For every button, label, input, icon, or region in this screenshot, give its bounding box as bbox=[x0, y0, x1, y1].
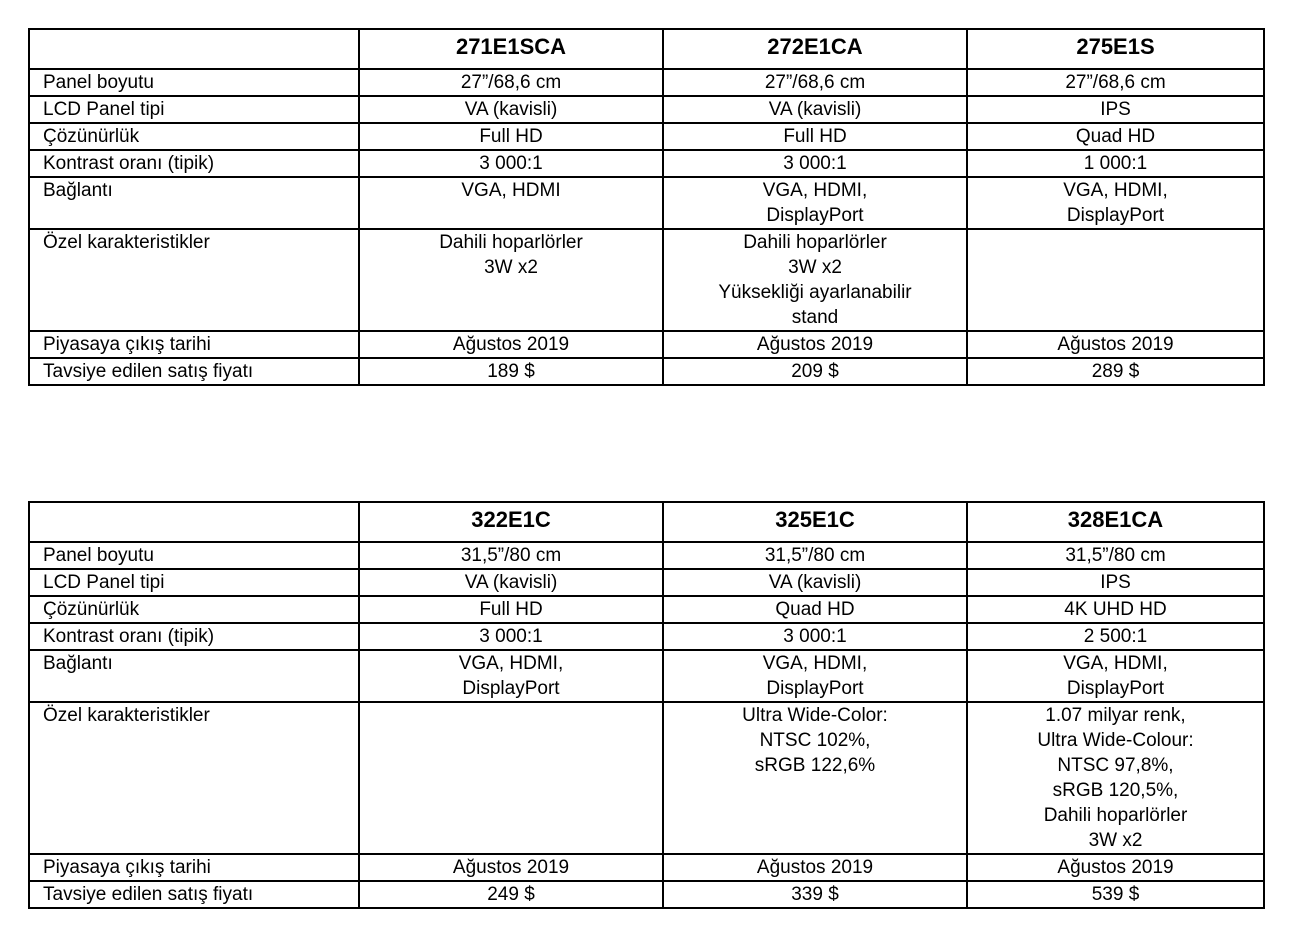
spec-cell: Full HD bbox=[359, 596, 663, 623]
spec-cell: 3 000:1 bbox=[663, 150, 967, 177]
spec-cell: 27”/68,6 cm bbox=[359, 69, 663, 96]
spec-cell: 1 000:1 bbox=[967, 150, 1264, 177]
spec-cell: 3 000:1 bbox=[359, 150, 663, 177]
spec-cell: Quad HD bbox=[967, 123, 1264, 150]
spec-cell: 539 $ bbox=[967, 881, 1264, 908]
spec-cell: 2 500:1 bbox=[967, 623, 1264, 650]
spec-cell: Dahili hoparlörler 3W x2 bbox=[359, 229, 663, 331]
spec-cell: VA (kavisli) bbox=[663, 569, 967, 596]
spec-cell: VA (kavisli) bbox=[359, 96, 663, 123]
row-label: Kontrast oranı (tipik) bbox=[29, 623, 359, 650]
table-row bbox=[29, 854, 1264, 881]
spec-cell: 209 $ bbox=[663, 358, 967, 385]
spec-cell: Ağustos 2019 bbox=[967, 854, 1264, 881]
table-row bbox=[29, 358, 1264, 385]
model-header: 271E1SCA bbox=[359, 29, 663, 69]
spec-cell: 1.07 milyar renk, Ultra Wide-Colour: NTSC 97,8%, sRGB 120,5%, Dahili hoparlörler 3W x2 bbox=[967, 702, 1264, 854]
row-label: Tavsiye edilen satış fiyatı bbox=[29, 358, 359, 385]
table-row bbox=[29, 96, 1264, 123]
model-header: 325E1C bbox=[663, 502, 967, 542]
table-row bbox=[29, 229, 1264, 331]
model-header: 322E1C bbox=[359, 502, 663, 542]
header-row bbox=[29, 29, 1264, 69]
row-label: Panel boyutu bbox=[29, 542, 359, 569]
spec-cell: 31,5”/80 cm bbox=[967, 542, 1264, 569]
row-label: Tavsiye edilen satış fiyatı bbox=[29, 881, 359, 908]
spec-cell: 27”/68,6 cm bbox=[967, 69, 1264, 96]
row-label: Özel karakteristikler bbox=[29, 229, 359, 331]
spec-cell: 289 $ bbox=[967, 358, 1264, 385]
table-row bbox=[29, 331, 1264, 358]
table-row bbox=[29, 150, 1264, 177]
spec-cell: 3 000:1 bbox=[359, 623, 663, 650]
row-label: LCD Panel tipi bbox=[29, 96, 359, 123]
row-label: Çözünürlük bbox=[29, 596, 359, 623]
spec-cell bbox=[359, 702, 663, 854]
spec-cell: VA (kavisli) bbox=[359, 569, 663, 596]
row-label: Piyasaya çıkış tarihi bbox=[29, 854, 359, 881]
spec-cell: Ağustos 2019 bbox=[663, 854, 967, 881]
row-label: Bağlantı bbox=[29, 177, 359, 229]
spec-cell: Quad HD bbox=[663, 596, 967, 623]
table-row bbox=[29, 177, 1264, 229]
spec-cell: Ağustos 2019 bbox=[359, 854, 663, 881]
spec-cell: Full HD bbox=[359, 123, 663, 150]
row-label: Panel boyutu bbox=[29, 69, 359, 96]
row-label: Piyasaya çıkış tarihi bbox=[29, 331, 359, 358]
model-header: 272E1CA bbox=[663, 29, 967, 69]
row-label: Çözünürlük bbox=[29, 123, 359, 150]
model-header: 328E1CA bbox=[967, 502, 1264, 542]
table-row bbox=[29, 623, 1264, 650]
model-header: 275E1S bbox=[967, 29, 1264, 69]
row-label: Kontrast oranı (tipik) bbox=[29, 150, 359, 177]
spec-table-1 bbox=[28, 28, 1265, 386]
spec-cell: Dahili hoparlörler 3W x2 Yüksekliği ayarlanabilir stand bbox=[663, 229, 967, 331]
spec-cell: Ağustos 2019 bbox=[359, 331, 663, 358]
header-row bbox=[29, 502, 1264, 542]
row-label: LCD Panel tipi bbox=[29, 569, 359, 596]
spec-cell: VGA, HDMI, DisplayPort bbox=[663, 177, 967, 229]
table-row bbox=[29, 542, 1264, 569]
row-label: Özel karakteristikler bbox=[29, 702, 359, 854]
spec-cell: Full HD bbox=[663, 123, 967, 150]
spec-cell: IPS bbox=[967, 96, 1264, 123]
table-row bbox=[29, 596, 1264, 623]
table-row bbox=[29, 702, 1264, 854]
spec-table-2 bbox=[28, 501, 1265, 909]
spec-cell: 339 $ bbox=[663, 881, 967, 908]
spec-cell: 31,5”/80 cm bbox=[359, 542, 663, 569]
spec-cell: 189 $ bbox=[359, 358, 663, 385]
spec-cell: VGA, HDMI bbox=[359, 177, 663, 229]
table-row bbox=[29, 569, 1264, 596]
header-empty-cell bbox=[29, 502, 359, 542]
table-row bbox=[29, 650, 1264, 702]
spec-cell: 3 000:1 bbox=[663, 623, 967, 650]
spec-cell bbox=[967, 229, 1264, 331]
table-row bbox=[29, 69, 1264, 96]
spec-cell: Ağustos 2019 bbox=[663, 331, 967, 358]
spec-cell: 4K UHD HD bbox=[967, 596, 1264, 623]
row-label: Bağlantı bbox=[29, 650, 359, 702]
spec-cell: Ağustos 2019 bbox=[967, 331, 1264, 358]
header-empty-cell bbox=[29, 29, 359, 69]
spec-cell: 249 $ bbox=[359, 881, 663, 908]
spec-cell: VGA, HDMI, DisplayPort bbox=[967, 177, 1264, 229]
spec-cell: 31,5”/80 cm bbox=[663, 542, 967, 569]
spec-cell: VGA, HDMI, DisplayPort bbox=[967, 650, 1264, 702]
spec-cell: IPS bbox=[967, 569, 1264, 596]
spec-cell: 27”/68,6 cm bbox=[663, 69, 967, 96]
table-row bbox=[29, 123, 1264, 150]
table-row bbox=[29, 881, 1264, 908]
spec-cell: Ultra Wide-Color: NTSC 102%, sRGB 122,6% bbox=[663, 702, 967, 854]
spec-cell: VA (kavisli) bbox=[663, 96, 967, 123]
spec-cell: VGA, HDMI, DisplayPort bbox=[359, 650, 663, 702]
spec-cell: VGA, HDMI, DisplayPort bbox=[663, 650, 967, 702]
